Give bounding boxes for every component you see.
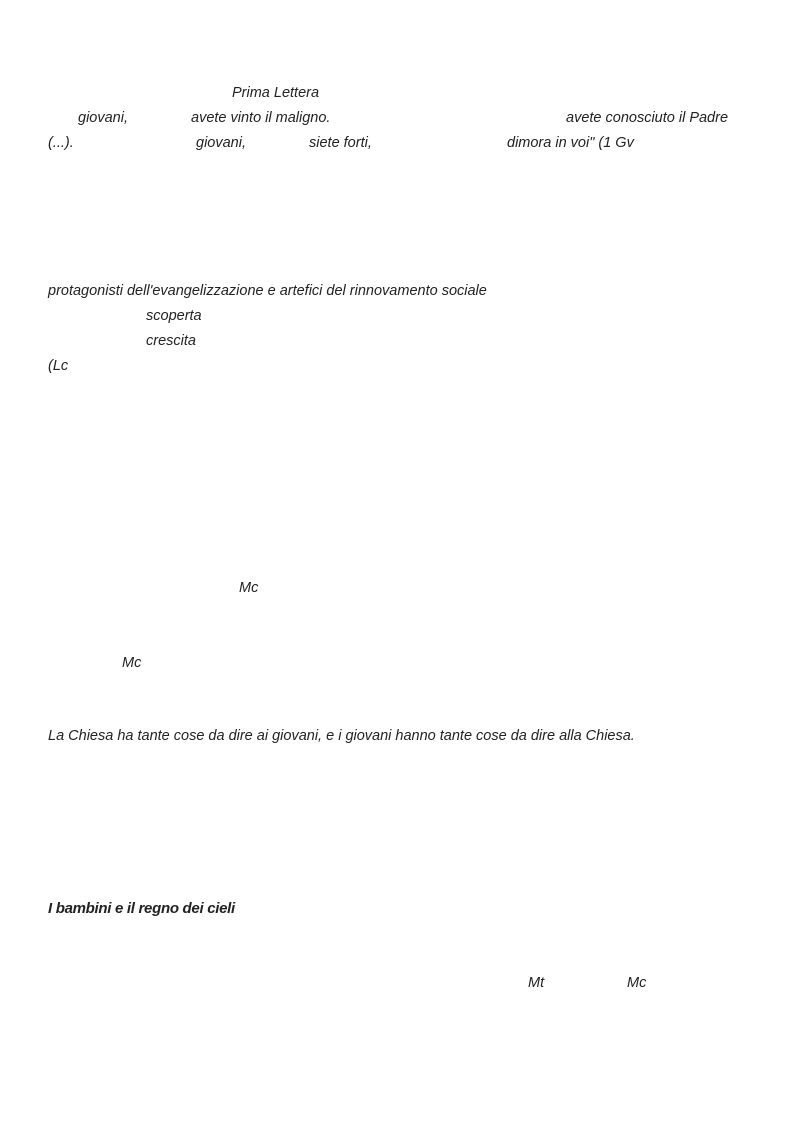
text-fragment: giovani, [196, 135, 246, 151]
text-fragment: (Lc [48, 358, 69, 374]
scripture-ref: Mt [528, 975, 545, 991]
text-fragment: giovani, [78, 110, 128, 126]
text-fragment: Prima Lettera [232, 85, 320, 101]
text-fragment: avete conosciuto il Padre [566, 110, 729, 126]
scripture-ref: Mc [239, 580, 259, 596]
text-fragment: scoperta [146, 308, 202, 324]
text-fragment: (...). [48, 135, 74, 151]
text-fragment: protagonisti dell'evangelizzazione e artefici del rinnovamento sociale [48, 283, 487, 299]
text-fragment: avete vinto il maligno. [191, 110, 331, 126]
text-fragment: siete forti, [309, 135, 372, 151]
text-fragment: dimora in voi" (1 Gv [507, 135, 634, 151]
scripture-ref: Mc [122, 655, 142, 671]
scripture-ref: Mc [627, 975, 647, 991]
text-fragment: crescita [146, 333, 196, 349]
section-heading: I bambini e il regno dei cieli [48, 900, 235, 917]
quote-text: La Chiesa ha tante cose da dire ai giovani, e i giovani hanno tante cose da dire alla Chiesa. [48, 728, 635, 744]
